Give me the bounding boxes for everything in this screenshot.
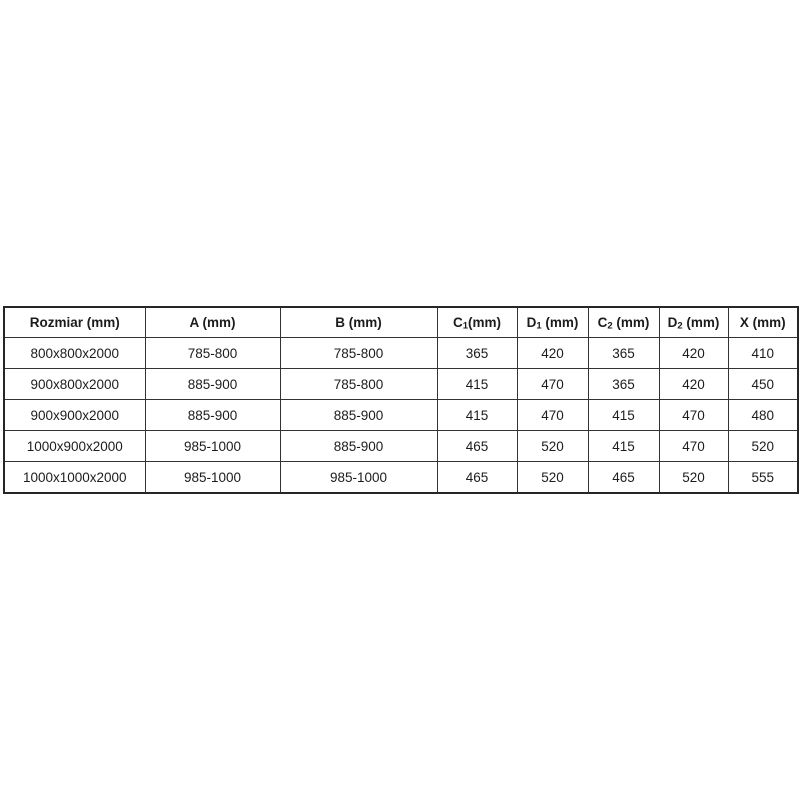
table-cell: 885-900 — [280, 431, 437, 462]
table-cell: 465 — [588, 462, 659, 494]
table-cell: 555 — [728, 462, 798, 494]
table-cell: 470 — [659, 431, 728, 462]
header-label: B (mm) — [335, 315, 382, 330]
table-cell: 885-900 — [280, 400, 437, 431]
table-cell: 415 — [437, 369, 517, 400]
table-row — [4, 431, 798, 462]
table-cell: 465 — [437, 431, 517, 462]
table-cell: 985-1000 — [145, 462, 280, 494]
table-cell: 415 — [588, 431, 659, 462]
header-label: D — [667, 315, 678, 330]
header-label: Rozmiar (mm) — [29, 315, 120, 330]
header-label: C — [597, 315, 608, 330]
table-row — [4, 462, 798, 494]
header-label-suffix: (mm) — [682, 315, 720, 330]
header-subscript: 1 — [536, 320, 542, 332]
header-subscript: 2 — [607, 320, 613, 332]
column-header-a — [145, 307, 280, 338]
table-cell: 1000x1000x2000 — [4, 462, 145, 494]
header-row — [4, 307, 798, 338]
table-cell: 520 — [517, 462, 588, 494]
table-cell: 420 — [517, 338, 588, 369]
table-cell: 415 — [437, 400, 517, 431]
table-cell: 520 — [728, 431, 798, 462]
table-cell: 985-1000 — [280, 462, 437, 494]
column-header-c2 — [588, 307, 659, 338]
table-cell: 785-800 — [145, 338, 280, 369]
table-cell: 800x800x2000 — [4, 338, 145, 369]
table-cell: 785-800 — [280, 369, 437, 400]
table-cell: 520 — [517, 431, 588, 462]
table-cell: 450 — [728, 369, 798, 400]
header-label: D — [526, 315, 537, 330]
table-cell: 415 — [588, 400, 659, 431]
header-subscript: 1 — [462, 320, 469, 332]
header-label: X (mm) — [739, 315, 786, 330]
header-label-suffix: (mm) — [612, 315, 650, 330]
header-label-suffix: (mm) — [541, 315, 579, 330]
header-label: A (mm) — [189, 315, 236, 330]
table-cell: 985-1000 — [145, 431, 280, 462]
table-cell: 470 — [517, 369, 588, 400]
table-cell: 470 — [659, 400, 728, 431]
table-cell: 900x900x2000 — [4, 400, 145, 431]
column-header-b — [280, 307, 437, 338]
column-header-d2 — [659, 307, 728, 338]
header-label: C — [452, 315, 463, 330]
table-cell: 365 — [437, 338, 517, 369]
table-cell: 465 — [437, 462, 517, 494]
table-cell: 785-800 — [280, 338, 437, 369]
table-cell: 420 — [659, 338, 728, 369]
table-cell: 885-900 — [145, 369, 280, 400]
column-header-x — [728, 307, 798, 338]
header-subscript: 2 — [677, 320, 683, 332]
table-cell: 520 — [659, 462, 728, 494]
column-header-c1 — [437, 307, 517, 338]
table-cell: 470 — [517, 400, 588, 431]
size-spec-table — [3, 306, 799, 494]
table-cell: 900x800x2000 — [4, 369, 145, 400]
table-row — [4, 338, 798, 369]
table-cell: 480 — [728, 400, 798, 431]
table-cell: 885-900 — [145, 400, 280, 431]
column-header-rozmiar — [4, 307, 145, 338]
table-cell: 365 — [588, 369, 659, 400]
table-cell: 420 — [659, 369, 728, 400]
table-row — [4, 369, 798, 400]
header-label-suffix: (mm) — [468, 315, 502, 330]
table-cell: 410 — [728, 338, 798, 369]
table-row — [4, 400, 798, 431]
table-cell: 365 — [588, 338, 659, 369]
column-header-d1 — [517, 307, 588, 338]
table-cell: 1000x900x2000 — [4, 431, 145, 462]
